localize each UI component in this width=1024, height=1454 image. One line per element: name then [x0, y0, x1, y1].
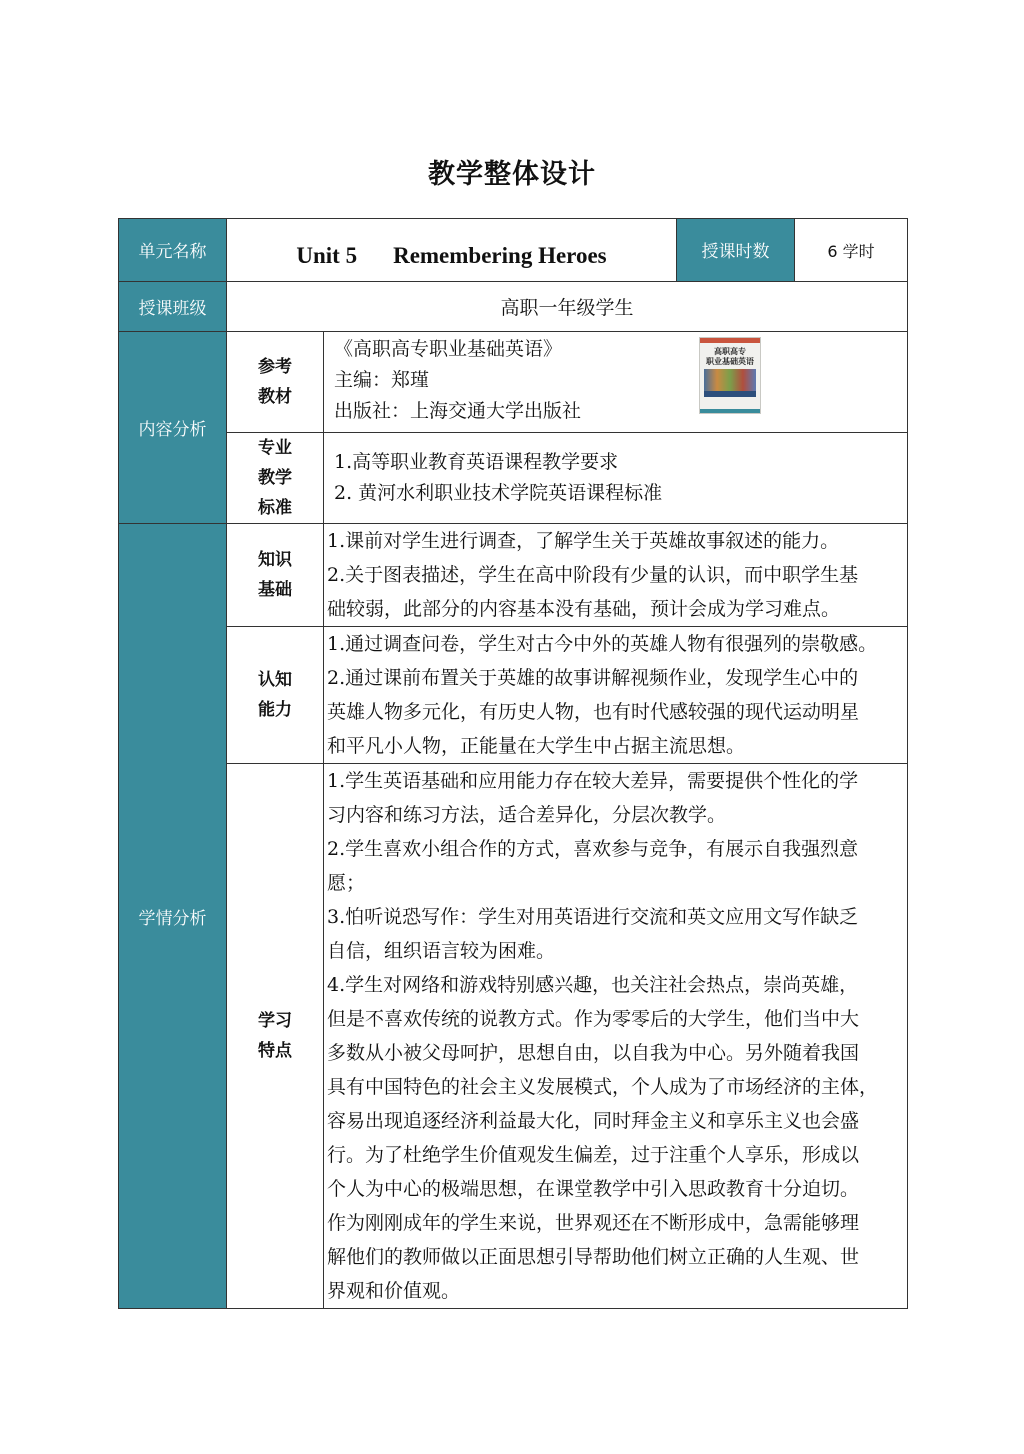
cognition-label-line: 能力 [258, 700, 292, 720]
learning-line: 作为刚刚成年的学生来说，世界观还在不断形成中，急需能够理 [327, 1212, 860, 1234]
standards-line: 1.高等职业教育英语课程教学要求 [334, 451, 619, 473]
knowledge-line: 2.关于图表描述，学生在高中阶段有少量的认识，而中职学生基 [327, 564, 859, 586]
cognition-label-cell [227, 627, 324, 764]
reference-line: 出版社：上海交通大学出版社 [334, 400, 582, 422]
book-cover-photo-strip [704, 391, 756, 397]
book-cover-icon [699, 337, 761, 414]
class-value-cell [227, 282, 908, 332]
cognition-line: 和平凡小人物，正能量在大学生中占据主流思想。 [327, 735, 746, 757]
learning-line: 1.学生英语基础和应用能力存在较大差异，需要提供个性化的学 [327, 770, 859, 792]
page-title: 教学整体设计 [428, 159, 596, 190]
book-cover-photo [704, 369, 756, 391]
standards-row [119, 433, 908, 524]
standards-label-line: 教学 [258, 468, 292, 488]
knowledge-text [324, 524, 907, 626]
learning-line: 具有中国特色的社会主义发展模式，个人成为了市场经济的主体， [327, 1076, 879, 1098]
reference-label-line: 参考 [258, 357, 292, 377]
knowledge-label-line: 知识 [258, 550, 292, 570]
unit-name: Remembering Heroes [393, 243, 607, 268]
teaching-design-table [118, 218, 908, 1309]
learning-line: 3.怕听说恐写作：学生对用英语进行交流和英文应用文写作缺乏 [327, 906, 859, 928]
reference-label-line: 教材 [258, 387, 292, 407]
cognition-line: 英雄人物多元化，有历史人物，也有时代感较强的现代运动明星 [327, 701, 860, 723]
cognition-text [324, 627, 907, 763]
book-cover-band [700, 338, 760, 343]
knowledge-line: 1.课前对学生进行调查，了解学生关于英雄故事叙述的能力。 [327, 530, 840, 552]
knowledge-line: 础较弱，此部分的内容基本没有基础，预计会成为学习难点。 [327, 598, 841, 620]
standards-label-line: 专业 [258, 438, 292, 458]
content-analysis-label-cell [119, 332, 227, 524]
cognition-row [119, 627, 908, 764]
unit-row [119, 219, 908, 282]
knowledge-label-cell [227, 524, 324, 627]
learning-text [324, 764, 907, 1308]
learning-line: 行。为了杜绝学生价值观发生偏差，过于注重个人享乐，形成以 [327, 1144, 860, 1166]
learner-analysis-label: 学情分析 [138, 908, 207, 929]
hours-label: 授课时数 [701, 242, 770, 262]
learning-line: 解他们的教师做以正面思想引导帮助他们树立正确的人生观、世 [327, 1246, 860, 1268]
unit-label: 单元名称 [138, 242, 207, 262]
book-cover-title-line: 高职高专 [714, 346, 746, 356]
knowledge-content-cell [324, 524, 908, 627]
learning-row [119, 764, 908, 1309]
knowledge-row [119, 524, 908, 627]
reference-line: 《高职高专职业基础英语》 [334, 338, 563, 360]
learning-label-line: 学习 [258, 1011, 292, 1031]
learning-line: 2.学生喜欢小组合作的方式，喜欢参与竞争，有展示自我强烈意 [327, 838, 859, 860]
content-analysis-label: 内容分析 [138, 420, 207, 440]
learning-label-cell [227, 764, 324, 1309]
learning-line: 容易出现追逐经济利益最大化，同时拜金主义和享乐主义也会盛 [327, 1110, 860, 1132]
learning-line: 习内容和练习方法，适合差异化，分层次教学。 [327, 804, 727, 826]
unit-title [227, 219, 676, 269]
reference-content-cell [324, 332, 908, 433]
standards-label-line: 标准 [258, 498, 292, 518]
cognition-line: 1.通过调查问卷，学生对古今中外的英雄人物有很强列的崇敬感。 [327, 633, 878, 655]
reference-row [119, 332, 908, 433]
book-cover-title-line: 职业基础英语 [706, 356, 754, 366]
reference-text [324, 332, 907, 427]
learning-line: 个人为中心的极端思想，在课堂教学中引入思政教育十分迫切。 [327, 1178, 860, 1200]
hours-label-cell [677, 219, 795, 282]
standards-content-cell [324, 433, 908, 524]
reference-line: 主编：郑瑾 [334, 369, 430, 391]
learning-line: 4.学生对网络和游戏特别感兴趣，也关注社会热点，崇尚英雄， [327, 974, 859, 996]
class-row [119, 282, 908, 332]
cognition-label-line: 认知 [258, 670, 292, 690]
learning-line: 但是不喜欢传统的说教方式。作为零零后的大学生，他们当中大 [327, 1008, 860, 1030]
knowledge-label-line: 基础 [258, 580, 292, 600]
unit-title-cell [227, 219, 677, 282]
class-value: 高职一年级学生 [500, 297, 634, 319]
unit-number: Unit 5 [296, 243, 358, 268]
standards-text [324, 447, 907, 509]
learning-line: 多数从小被父母呵护，思想自由，以自我为中心。另外随着我国 [327, 1042, 860, 1064]
class-label: 授课班级 [138, 299, 207, 319]
cognition-line: 2.通过课前布置关于英雄的故事讲解视频作业，发现学生心中的 [327, 667, 859, 689]
learning-line: 自信，组织语言较为困难。 [327, 940, 556, 962]
learning-line: 愿； [327, 872, 366, 894]
learner-analysis-label-cell [119, 524, 227, 1309]
reference-label-cell [227, 332, 324, 433]
standards-line: 2. 黄河水利职业技术学院英语课程标准 [334, 482, 663, 504]
learning-content-cell [324, 764, 908, 1309]
learning-line: 界观和价值观。 [327, 1280, 461, 1302]
standards-label-cell [227, 433, 324, 524]
hours-value: 6 学时 [827, 242, 875, 261]
hours-value-cell [795, 219, 908, 282]
book-cover-stripe [700, 409, 760, 413]
learning-label-line: 特点 [258, 1041, 292, 1061]
unit-label-cell [119, 219, 227, 282]
cognition-content-cell [324, 627, 908, 764]
class-label-cell [119, 282, 227, 332]
